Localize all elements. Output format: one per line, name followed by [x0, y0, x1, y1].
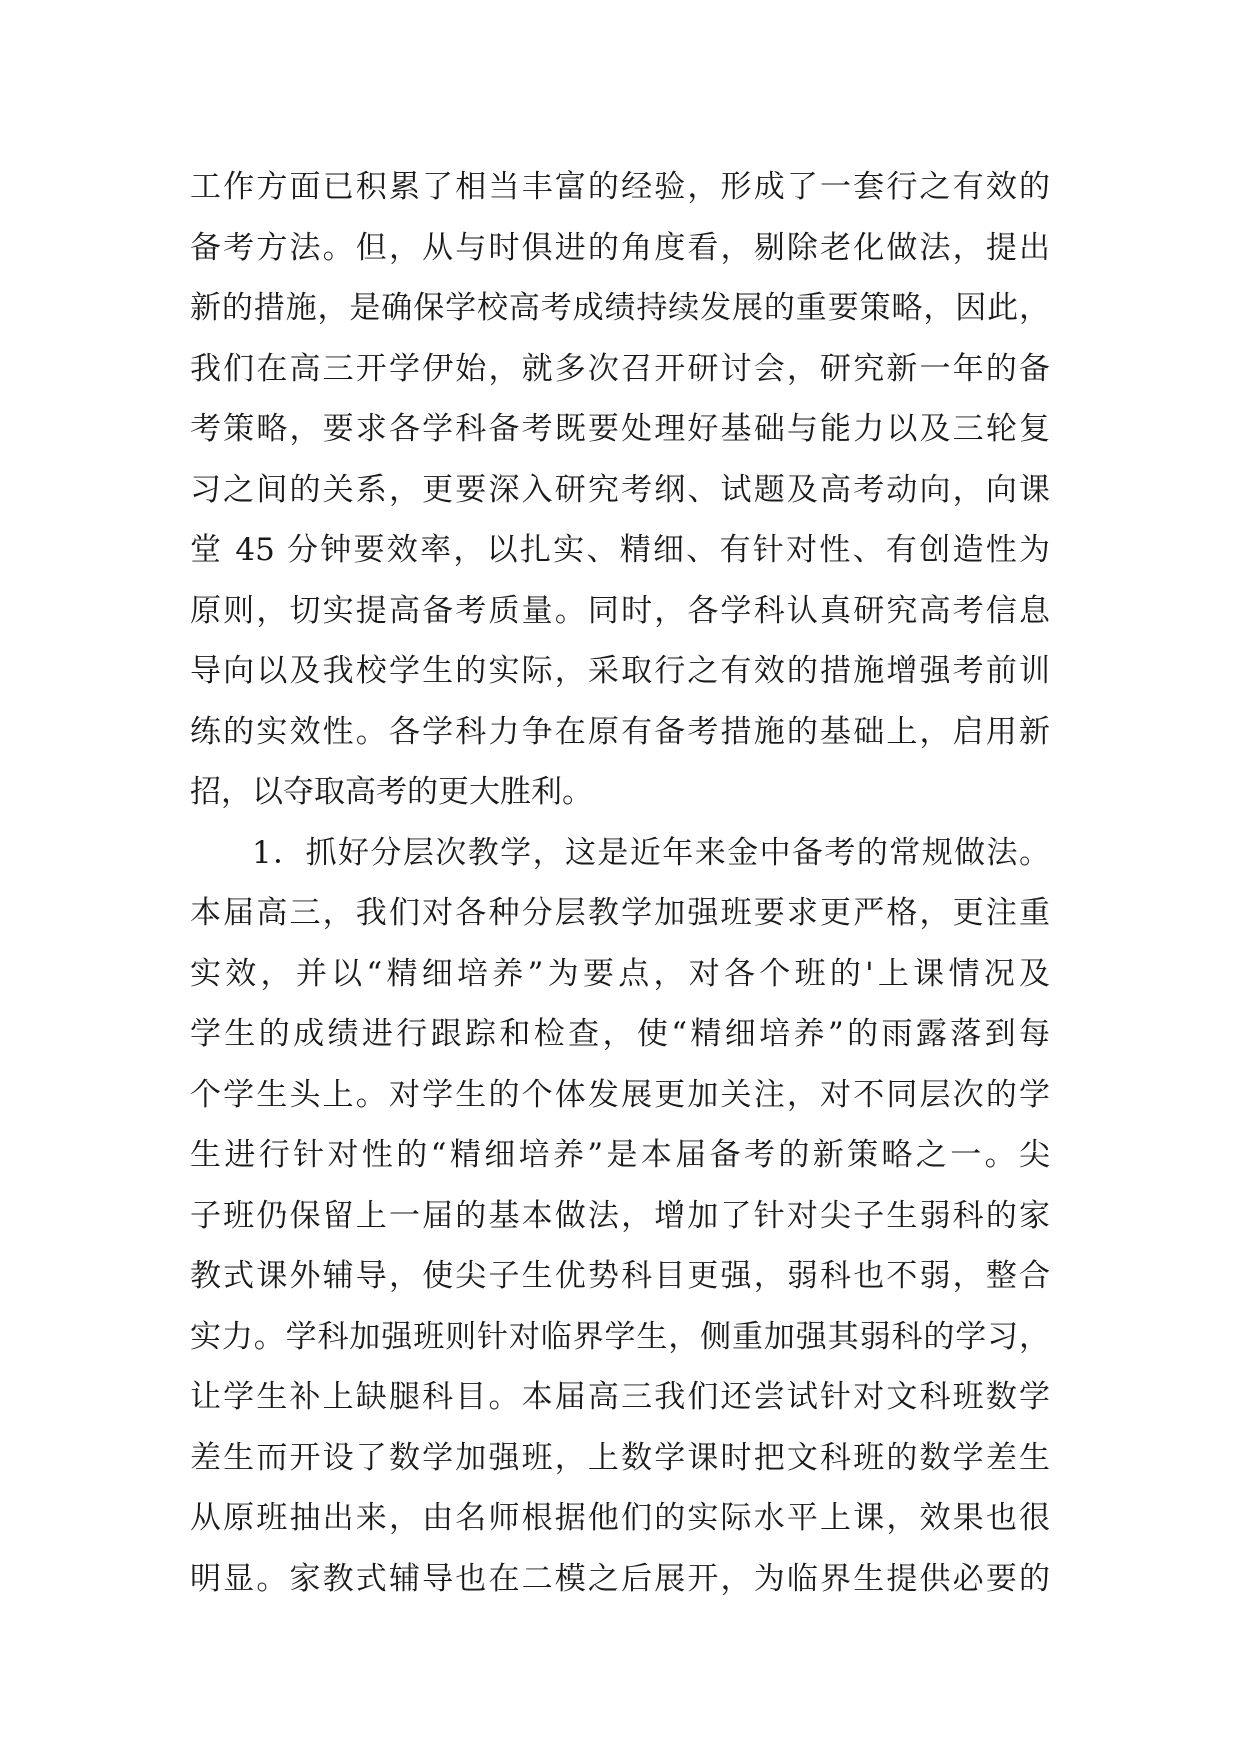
- text-line: 本届高三，我们对各种分层教学加强班要求更严格，更注重: [190, 895, 1050, 931]
- numbered-paragraph-start: 1．抓好分层次教学，这是近年来金中备考的常规做法。: [252, 834, 1050, 871]
- text-line: 从原班抽出来，由名师根据他们的实际水平上课，效果也很: [190, 1500, 1050, 1536]
- text-line: 明显。家教式辅导也在二模之后展开，为临界生提供必要的: [190, 1560, 1050, 1597]
- text-line: 工作方面已积累了相当丰富的经验，形成了一套行之有效的: [190, 169, 1050, 205]
- text-line: 导向以及我校学生的实际，采取行之有效的措施增强考前训: [190, 653, 1050, 689]
- text-line: 习之间的关系，更要深入研究考纲、试题及高考动向，向课: [190, 471, 1050, 508]
- text-line: 差生而开设了数学加强班，上数学课时把文科班的数学差生: [190, 1439, 1050, 1476]
- text-line: 堂 45 分钟要效率，以扎实、精细、有针对性、有创造性为: [190, 532, 1050, 568]
- text-line: 考策略，要求各学科备考既要处理好基础与能力以及三轮复: [190, 411, 1050, 447]
- text-line: 生进行针对性的“精细培养”是本届备考的新策略之一。尖: [190, 1137, 1050, 1173]
- text-line: 让学生补上缺腿科目。本届高三我们还尝试针对文科班数学: [190, 1379, 1050, 1415]
- text-line: 实效，并以“精细培养”为要点，对各个班的'上课情况及: [190, 955, 1050, 992]
- body-text: [190, 157, 1050, 1609]
- text-line: 教式课外辅导，使尖子生优势科目更强，弱科也不弱，整合: [190, 1258, 1050, 1294]
- text-line: 我们在高三开学伊始，就多次召开研讨会，研究新一年的备: [190, 350, 1050, 387]
- text-line: 学生的成绩进行跟踪和检查，使“精细培养”的雨露落到每: [190, 1016, 1050, 1052]
- text-line: 个学生头上。对学生的个体发展更加关注，对不同层次的学: [190, 1076, 1050, 1113]
- text-line: 子班仍保留上一届的基本做法，增加了针对尖子生弱科的家: [190, 1197, 1050, 1234]
- paragraph-end-line: 招，以夺取高考的更大胜利。: [190, 774, 593, 810]
- text-line: 练的实效性。各学科力争在原有备考措施的基础上，启用新: [190, 713, 1050, 750]
- text-line: 原则，切实提高备考质量。同时，各学科认真研究高考信息: [190, 592, 1050, 629]
- text-line: 新的措施，是确保学校高考成绩持续发展的重要策略，因此，: [190, 290, 1050, 326]
- text-line: 实力。学科加强班则针对临界学生，侧重加强其弱科的学习，: [190, 1318, 1050, 1355]
- text-line: 备考方法。但，从与时俱进的角度看，剔除老化做法，提出: [190, 229, 1050, 266]
